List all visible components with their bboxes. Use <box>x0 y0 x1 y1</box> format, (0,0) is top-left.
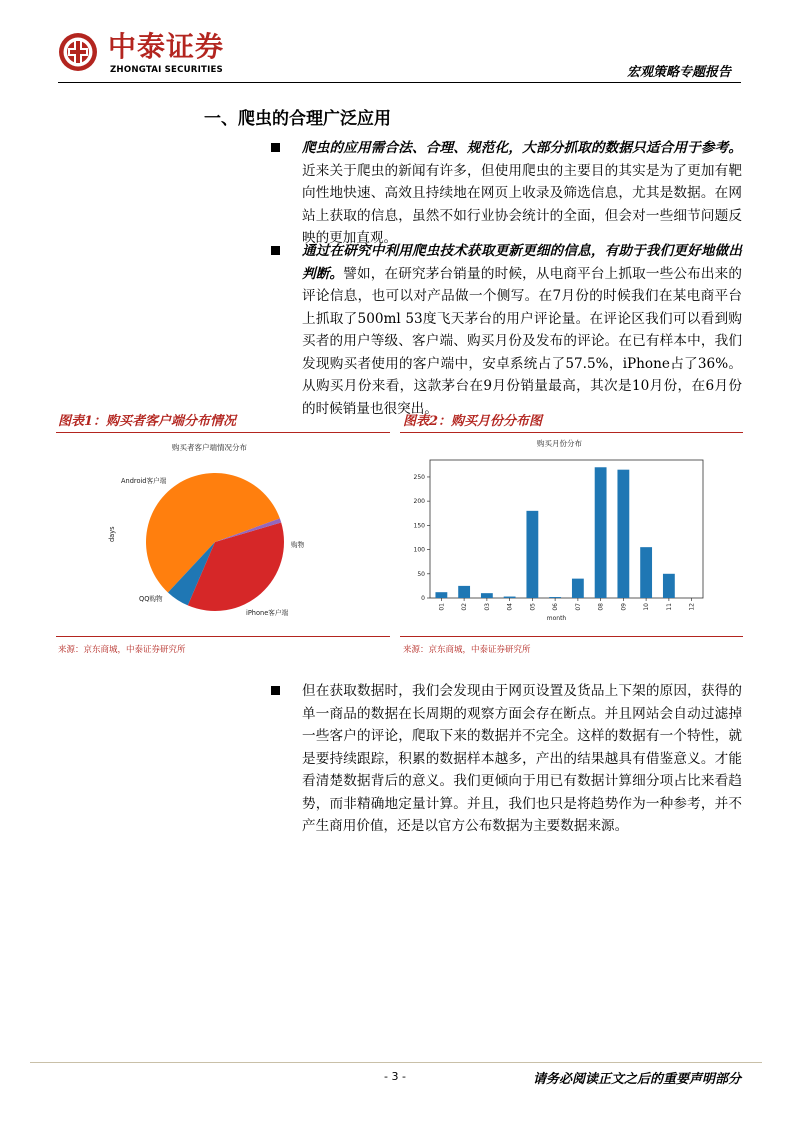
pie-label-android: Android客户端 <box>121 477 167 485</box>
company-name-en: ZHONGTAI SECURITIES <box>110 65 223 75</box>
company-name-cn: 中泰证券 <box>108 30 225 63</box>
pie-label-iphone: iPhone客户端 <box>246 609 289 617</box>
x-tick-label: 03 <box>483 603 491 611</box>
pie-label-gouwu: 购物 <box>291 541 305 549</box>
bar-05 <box>526 511 538 598</box>
pie-ylabel: days <box>108 526 116 542</box>
y-tick-label: 100 <box>413 546 425 554</box>
bullet-icon <box>271 246 280 255</box>
x-tick-label: 06 <box>552 603 560 611</box>
paragraph-1 <box>272 137 742 250</box>
figure-1-top-rule <box>56 432 390 433</box>
bar-08 <box>595 467 607 598</box>
bar-09 <box>617 470 629 598</box>
pie-label-qq: QQ购物 <box>139 595 163 603</box>
x-tick-label: 12 <box>688 603 696 611</box>
bar-07 <box>572 579 584 598</box>
bar-06 <box>549 597 561 598</box>
bar-10 <box>640 547 652 598</box>
figure-1-source: 来源：京东商城，中泰证券研究所 <box>58 645 186 655</box>
x-tick-label: 01 <box>438 603 446 611</box>
y-tick-label: 150 <box>413 522 425 530</box>
bar-04 <box>504 597 516 598</box>
section-title: 一、爬虫的合理广泛应用 <box>204 109 391 129</box>
bar-11 <box>663 574 675 598</box>
x-tick-label: 08 <box>597 603 605 611</box>
bar-plot-frame <box>430 460 703 598</box>
x-tick-label: 07 <box>574 603 582 611</box>
company-logo-icon <box>58 32 98 72</box>
footer-divider <box>30 1062 762 1063</box>
x-tick-label: 10 <box>643 603 651 611</box>
figure-2-caption: 图表2：购买月份分布图 <box>403 414 543 429</box>
paragraph-2-lead: 通过在研究中利用爬虫技术获取更新更细的信息，有助于我们更好地做出判断。 <box>302 243 742 282</box>
x-tick-label: 09 <box>620 603 628 611</box>
paragraph-2 <box>272 240 742 420</box>
y-tick-label: 0 <box>421 595 425 602</box>
bar-02 <box>458 586 470 598</box>
y-tick-label: 50 <box>417 570 425 578</box>
bar-03 <box>481 593 493 598</box>
figure-2-bottom-rule <box>400 636 743 637</box>
x-tick-label: 05 <box>529 603 537 611</box>
bullet-icon <box>271 686 280 695</box>
figure-1-bottom-rule <box>56 636 390 637</box>
paragraph-1-lead: 爬虫的应用需合法、合理、规范化，大部分抓取的数据只适合用于参考。 <box>302 140 742 156</box>
figure-1-caption: 图表1：购买者客户端分布情况 <box>58 414 237 429</box>
x-tick-label: 11 <box>665 603 673 611</box>
header-divider <box>58 82 741 83</box>
bar-chart <box>400 448 743 634</box>
pie-chart <box>56 455 390 630</box>
x-tick-label: 02 <box>461 603 469 611</box>
x-tick-label: 04 <box>506 603 514 611</box>
y-tick-label: 200 <box>413 498 425 506</box>
bar-01 <box>435 592 447 598</box>
y-tick-label: 250 <box>413 473 425 481</box>
paragraph-3-body: 但在获取数据时，我们会发现由于网页设置及货品上下架的原因，获得的单一商品的数据在长周期的观察方面会存在断点。并且网站会自动过滤掉一些客户的评论，爬取下来的数据并不完全。这样的数据有一个特性，就是要持续跟踪，积累的数据样本越多，产出的结果越具有借鉴意义。才能看清楚数据背后的意义。我们更倾向于用已有数据计算细分项占比来看趋势，而非精确地定量计算。并且，我们也只是将趋势作为一种参考，并不产生商用价值，还是以官方公布数据为主要数据来源。 <box>302 683 742 834</box>
report-type: 宏观策略专题报告 <box>626 65 731 80</box>
footer-disclaimer: 请务必阅读正文之后的重要声明部分 <box>532 1072 741 1087</box>
bar-xlabel: month <box>546 615 567 622</box>
bar-chart-title: 购买月份分布 <box>537 439 582 448</box>
pie-chart-title: 购买者客户端情况分布 <box>172 443 247 452</box>
figure-2-source: 来源：京东商城，中泰证券研究所 <box>403 645 531 655</box>
paragraph-2-body: 譬如，在研究茅台销量的时候，从电商平台上抓取一些公布出来的评论信息，也可以对产品做一个侧写。在7月份的时候我们在某电商平台上抓取了500ml 53度飞天茅台的用户评论量。在评论区我们可以看到购买者的用户等级、客户端、购买月份及发布的评论。在已有样本中，我们发现购买者使用的客户端中，安卓系统占了57.5%，iPhone占了36%。从购买月份来看，这款茅台在9月份销量最高，其次是10月份，在6月份的时候销量也很突出。 <box>302 265 742 417</box>
paragraph-3 <box>272 680 742 838</box>
page-number: - 3 - <box>384 1070 406 1083</box>
paragraph-1-body: 近来关于爬虫的新闻有许多，但使用爬虫的主要目的其实是为了更加有靶向性地快速、高效且持续地在网页上收录及筛选信息，尤其是数据。在网站上获取的信息，虽然不如行业协会统计的全面，但会对一些细节问题反映的更加直观。 <box>302 162 742 246</box>
bullet-icon <box>271 143 280 152</box>
figure-2-top-rule <box>400 432 743 433</box>
